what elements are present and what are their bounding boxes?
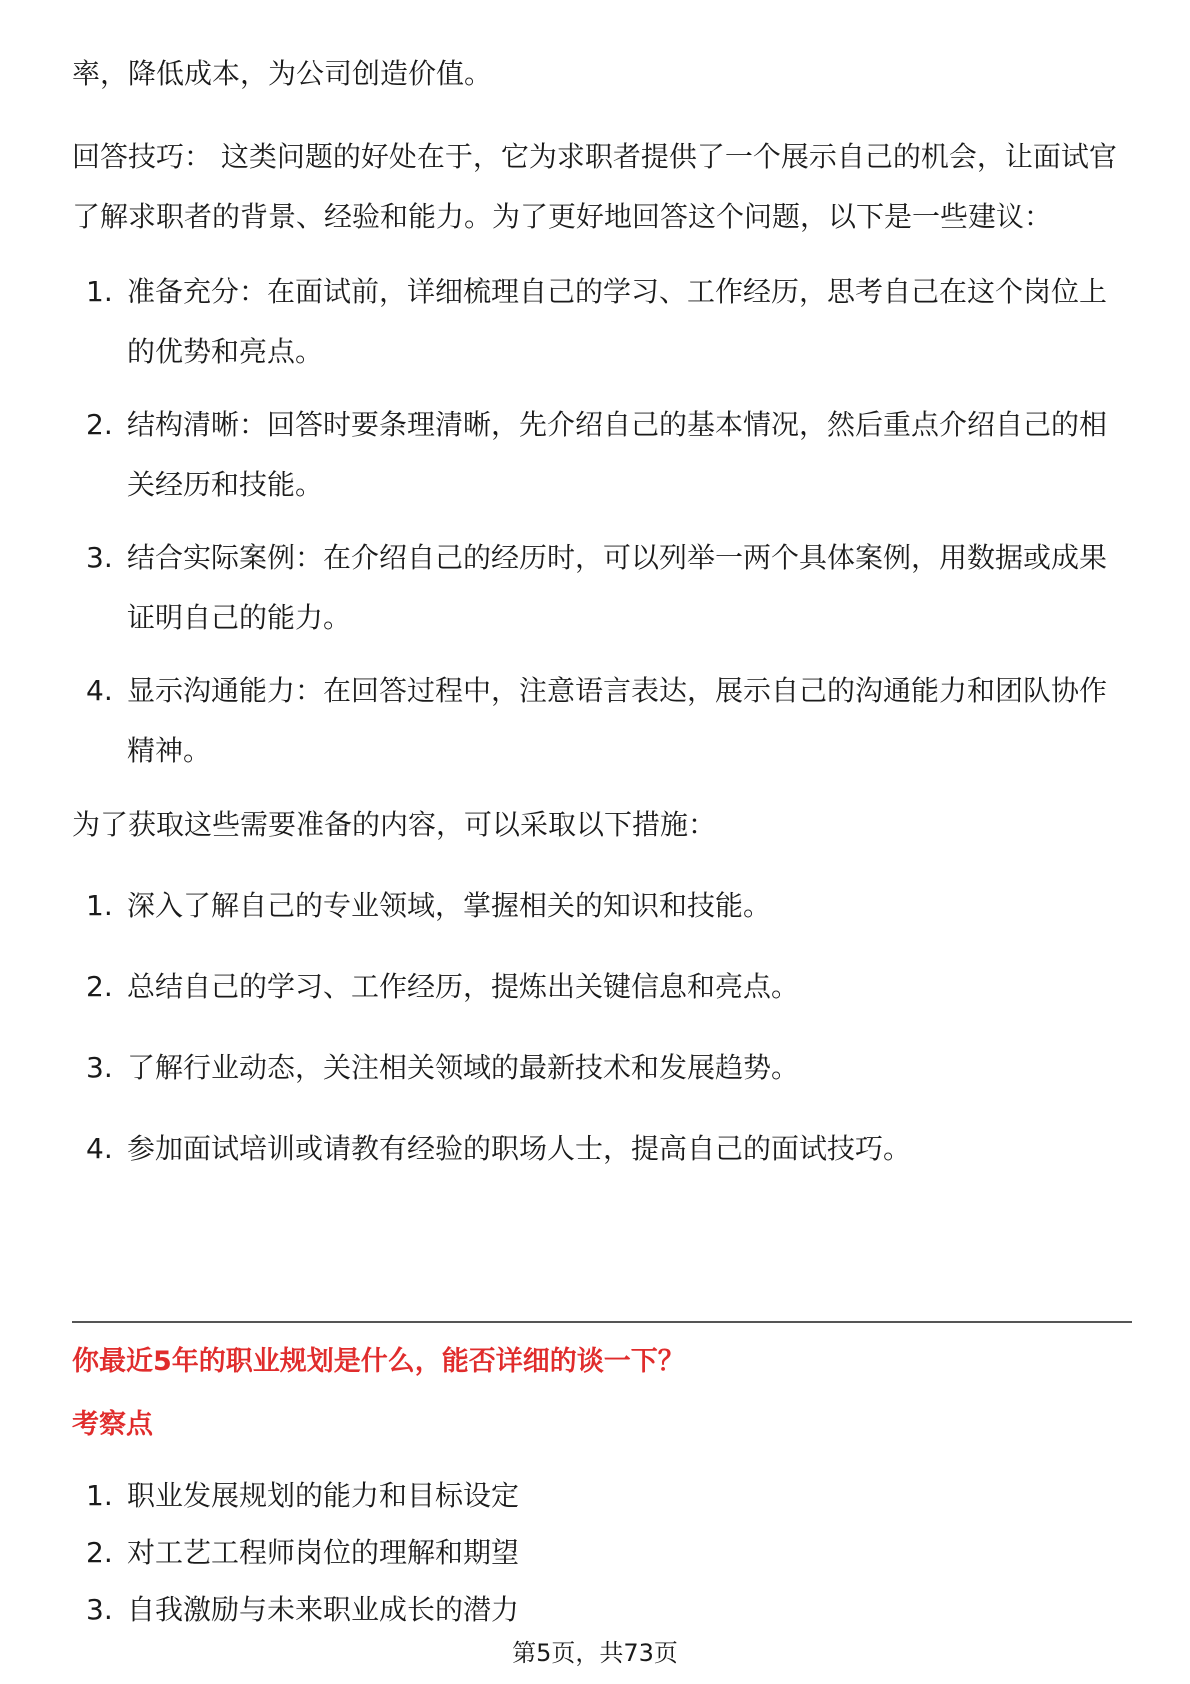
list-text: 结构清晰：回答时要条理清晰，先介绍自己的基本情况，然后重点介绍自己的相关经历和技能。: [127, 408, 1108, 501]
list-number: 3.: [86, 1593, 113, 1626]
list-text: 了解行业动态，关注相关领域的最新技术和发展趋势。: [127, 1051, 800, 1084]
section-divider: [72, 1321, 1132, 1323]
list-text: 自我激励与未来职业成长的潜力: [127, 1593, 520, 1626]
list-number: 1.: [86, 889, 113, 922]
suggestion-item-4: [72, 661, 1132, 781]
list-number: 3.: [86, 541, 113, 574]
list-text: 深入了解自己的专业领域，掌握相关的知识和技能。: [127, 889, 772, 922]
list-number: 3.: [86, 1051, 113, 1084]
list-text: 参加面试培训或请教有经验的职场人士，提高自己的面试技巧。: [127, 1132, 912, 1165]
list-text: 职业发展规划的能力和目标设定: [127, 1479, 520, 1512]
list-number: 2.: [86, 1536, 113, 1569]
measure-item-3: [72, 1038, 1132, 1098]
measure-item-1: [72, 876, 1132, 936]
measure-item-4: [72, 1119, 1132, 1179]
page-footer: 第5页，共73页: [512, 1639, 678, 1667]
list-number: 1.: [86, 1479, 113, 1512]
suggestion-item-1: [72, 262, 1132, 382]
list-text: 总结自己的学习、工作经历，提炼出关键信息和亮点。: [127, 970, 800, 1003]
question-title: 你最近5年的职业规划是什么，能否详细的谈一下？: [72, 1346, 685, 1377]
point-item-2: [72, 1523, 1132, 1583]
list-number: 4.: [86, 1132, 113, 1165]
list-text: 显示沟通能力：在回答过程中，注意语言表达，展示自己的沟通能力和团队协作精神。: [127, 674, 1108, 767]
point-item-3: [72, 1580, 1132, 1640]
list-text: 对工艺工程师岗位的理解和期望: [127, 1536, 520, 1569]
question-subtitle: 考察点: [72, 1409, 153, 1440]
measure-item-2: [72, 957, 1132, 1017]
list-number: 2.: [86, 970, 113, 1003]
intro-line: 率，降低成本，为公司创造价值。: [72, 57, 493, 90]
tips-paragraph: 回答技巧： 这类问题的好处在于，它为求职者提供了一个展示自己的机会，让面试官了解求职者的背景、经验和能力。为了更好地回答这个问题，以下是一些建议：: [72, 140, 1117, 233]
suggestion-item-2: [72, 395, 1132, 515]
list-number: 1.: [86, 275, 113, 308]
suggestion-item-3: [72, 528, 1132, 648]
list-number: 4.: [86, 674, 113, 707]
measures-intro: 为了获取这些需要准备的内容，可以采取以下措施：: [72, 808, 717, 841]
list-text: 准备充分：在面试前，详细梳理自己的学习、工作经历，思考自己在这个岗位上的优势和亮点。: [127, 275, 1108, 368]
list-number: 2.: [86, 408, 113, 441]
point-item-1: [72, 1466, 1132, 1526]
list-text: 结合实际案例：在介绍自己的经历时，可以列举一两个具体案例，用数据或成果证明自己的能力。: [127, 541, 1108, 634]
